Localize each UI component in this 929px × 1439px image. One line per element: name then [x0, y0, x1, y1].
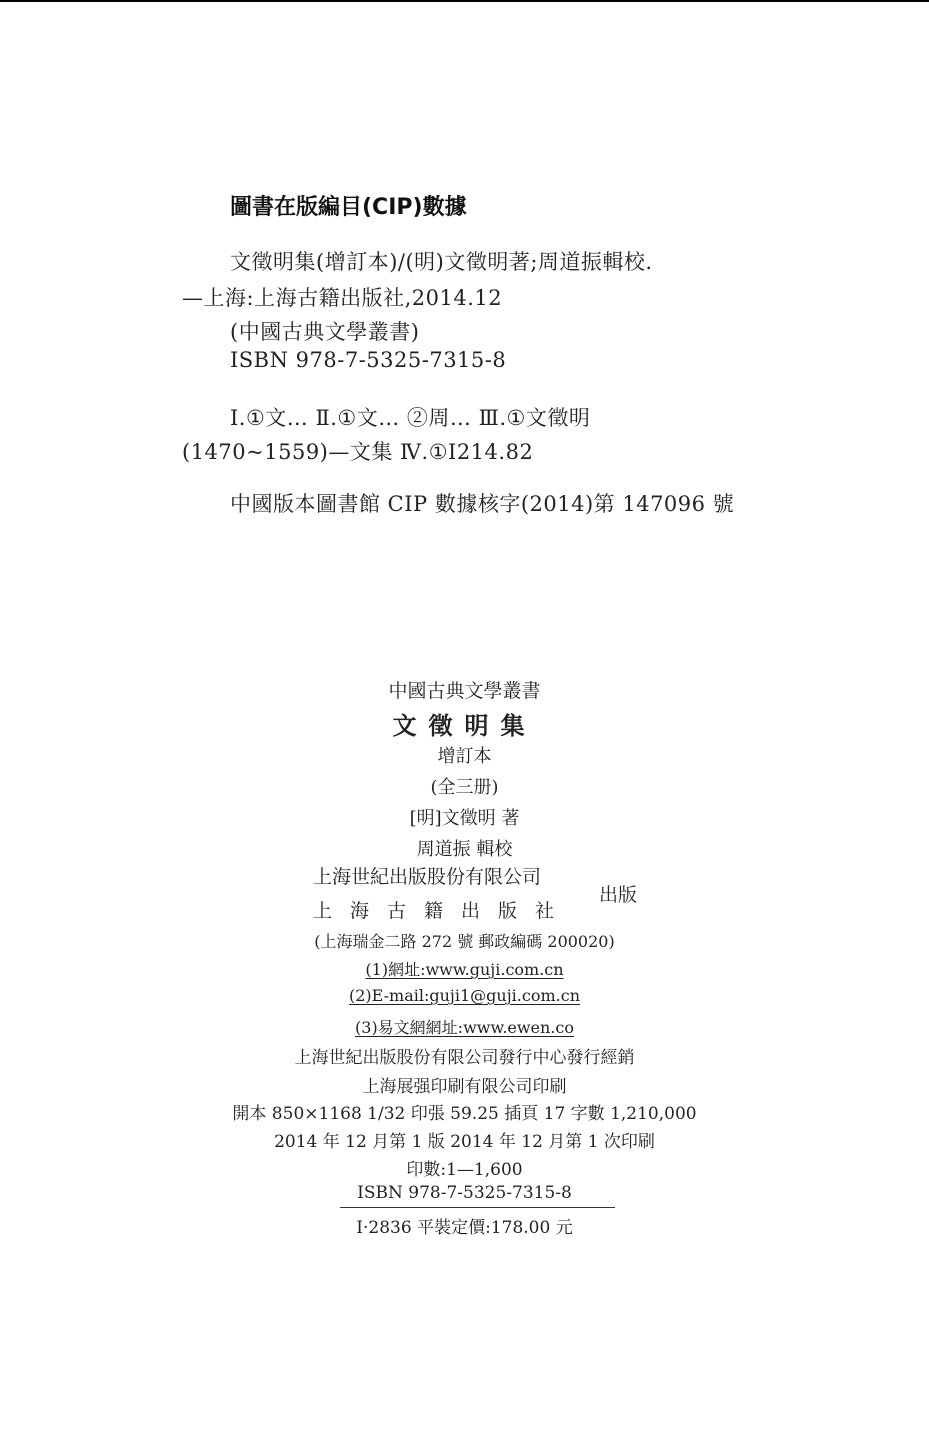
address: (上海瑞金二路 272 號 郵政編碼 200020) [314, 932, 615, 951]
top-border-line [0, 0, 929, 2]
publish-label: 出版 [599, 884, 638, 906]
cip-line-record-number: 中國版本圖書館 CIP 數據核字(2014)第 147096 號 [230, 492, 735, 516]
publisher-house: 上海古籍出版社 [313, 900, 573, 922]
author: [明]文徵明 著 [409, 808, 520, 829]
book-title: 文徵明集 [392, 711, 537, 740]
isbn: ISBN 978-7-5325-7315-8 [357, 1183, 572, 1203]
printer: 上海展强印刷有限公司印刷 [362, 1077, 567, 1097]
website-link [0, 957, 929, 980]
distribution: 上海世紀出版股份有限公司發行中心發行經銷 [294, 1048, 635, 1068]
editor: 周道振 輯校 [416, 839, 513, 860]
cip-line-publisher: —上海:上海古籍出版社,2014.12 [182, 286, 503, 310]
printing-info: 2014 年 12 月第 1 版 2014 年 12 月第 1 次印刷 [274, 1132, 655, 1152]
print-count: 印數:1—1,600 [406, 1160, 523, 1180]
edition: 增訂本 [437, 746, 492, 767]
price: I·2836 平裝定價:178.00 元 [356, 1218, 573, 1238]
website-text[interactable]: (1)網址:www.guji.com.cn [365, 960, 564, 979]
publisher-group: 上海世紀出版股份有限公司 [313, 866, 542, 888]
cip-line-classification: (1470~1559)—文集 Ⅳ.①I214.82 [182, 440, 534, 464]
email-link [0, 986, 929, 1005]
ewen-link [0, 1015, 929, 1038]
isbn-divider [340, 1207, 615, 1208]
ewen-text[interactable]: (3)易文網網址:www.ewen.co [355, 1018, 574, 1037]
cip-line-title: 文徵明集(增訂本)/(明)文徵明著;周道振輯校. [230, 250, 653, 274]
cip-line-series: (中國古典文學叢書) [230, 320, 420, 344]
cip-line-isbn: ISBN 978-7-5325-7315-8 [230, 348, 507, 372]
cip-line-subjects: Ⅰ.①文… Ⅱ.①文… ②周… Ⅲ.①文徵明 [230, 406, 591, 430]
email-text[interactable]: (2)E-mail:guji1@guji.com.cn [348, 986, 580, 1005]
volumes: (全三册) [430, 777, 499, 798]
series-name: 中國古典文學叢書 [388, 680, 541, 702]
specifications: 開本 850×1168 1/32 印張 59.25 插頁 17 字數 1,210,000 [232, 1104, 697, 1124]
cip-heading: 圖書在版編目(CIP)數據 [230, 195, 467, 220]
